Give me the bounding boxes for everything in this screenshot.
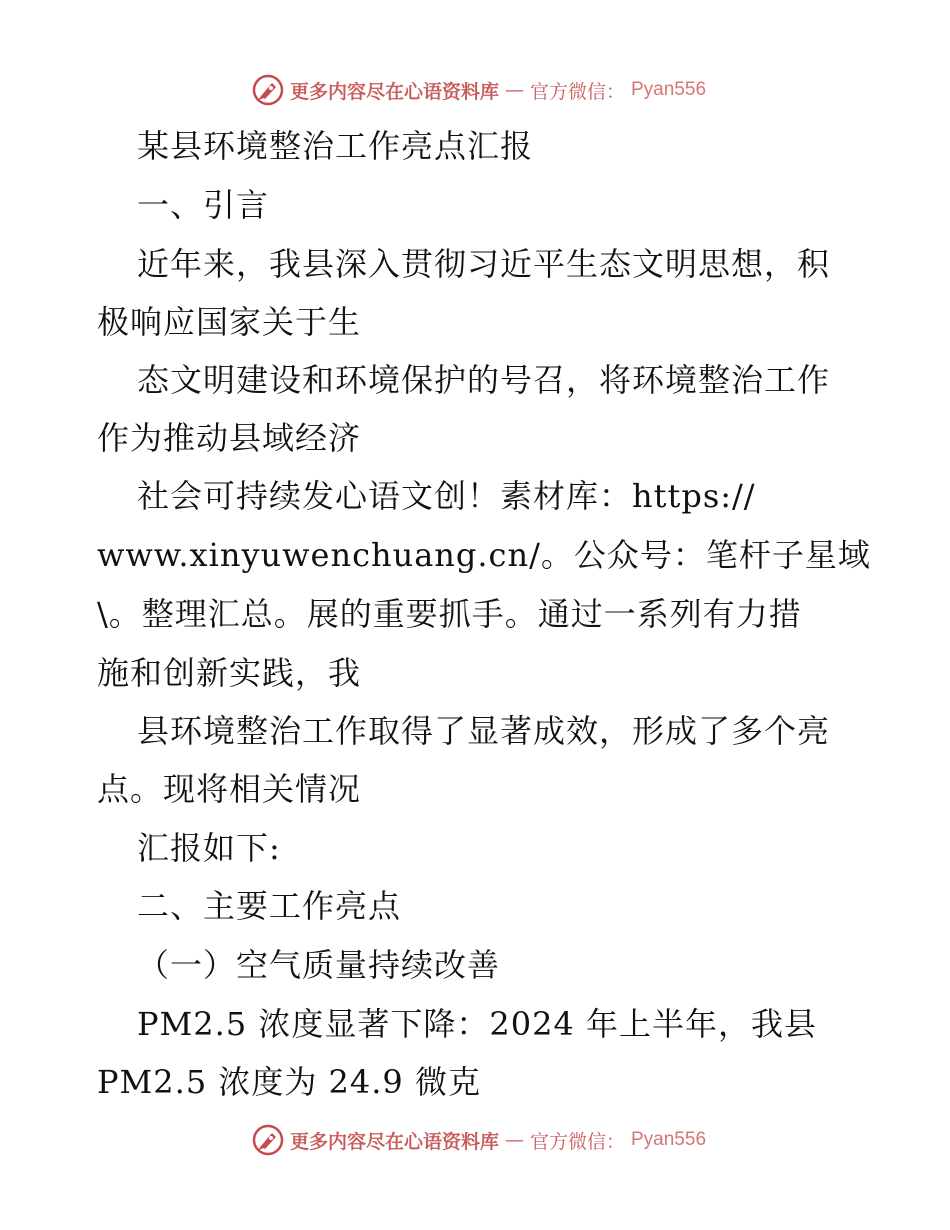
paragraph-line: 态文明建设和环境保护的号召，将环境整治工作: [137, 361, 831, 399]
subsection-heading-air: （一）空气质量持续改善: [137, 946, 501, 984]
paragraph-line: 近年来，我县深入贯彻习近平生态文明思想，积: [137, 245, 831, 283]
paragraph-line: 作为推动县域经济: [97, 419, 362, 457]
footer-watermark-banner: [0, 1120, 950, 1160]
header-watermark-content: [252, 74, 706, 106]
paragraph-line: 县环境整治工作取得了显著成效，形成了多个亮: [137, 712, 831, 750]
header-watermark-banner: [0, 70, 950, 110]
watermark-wechat-label: 官方微信：: [529, 80, 625, 103]
paragraph-line: 施和创新实践，我: [97, 654, 362, 692]
pen-nib-logo-icon: [252, 74, 284, 106]
paragraph-line: PM2.5 浓度为 24.9 微克: [97, 1063, 481, 1101]
section-heading-highlights: 二、主要工作亮点: [137, 887, 402, 925]
document-title: 某县环境整治工作亮点汇报: [137, 127, 534, 165]
pen-nib-logo-icon: [252, 1124, 284, 1156]
paragraph-line: 点。现将相关情况: [97, 770, 362, 808]
paragraph-line: 汇报如下:: [137, 829, 281, 867]
paragraph-line: \。整理汇总。展的重要抓手。通过一系列有力措: [97, 595, 802, 633]
watermark-wechat-id: Pyan556: [631, 1129, 707, 1150]
watermark-text: 更多内容尽在心语资料库: [289, 80, 499, 103]
paragraph-line: 社会可持续发心语文创！素材库：https://: [137, 477, 756, 515]
watermark-dash: —: [504, 1129, 524, 1151]
paragraph-line: 极响应国家关于生: [97, 303, 362, 341]
footer-watermark-content: [252, 1124, 706, 1156]
watermark-text: 更多内容尽在心语资料库: [289, 1130, 499, 1153]
paragraph-line: www.xinyuwenchuang.cn/。公众号：笔杆子星域: [97, 536, 871, 574]
watermark-dash: —: [504, 79, 524, 101]
paragraph-line: PM2.5 浓度显著下降：2024 年上半年，我县: [137, 1005, 817, 1043]
watermark-wechat-label: 官方微信：: [529, 1130, 625, 1153]
section-heading-intro: 一、引言: [137, 186, 270, 224]
watermark-wechat-id: Pyan556: [631, 79, 707, 100]
